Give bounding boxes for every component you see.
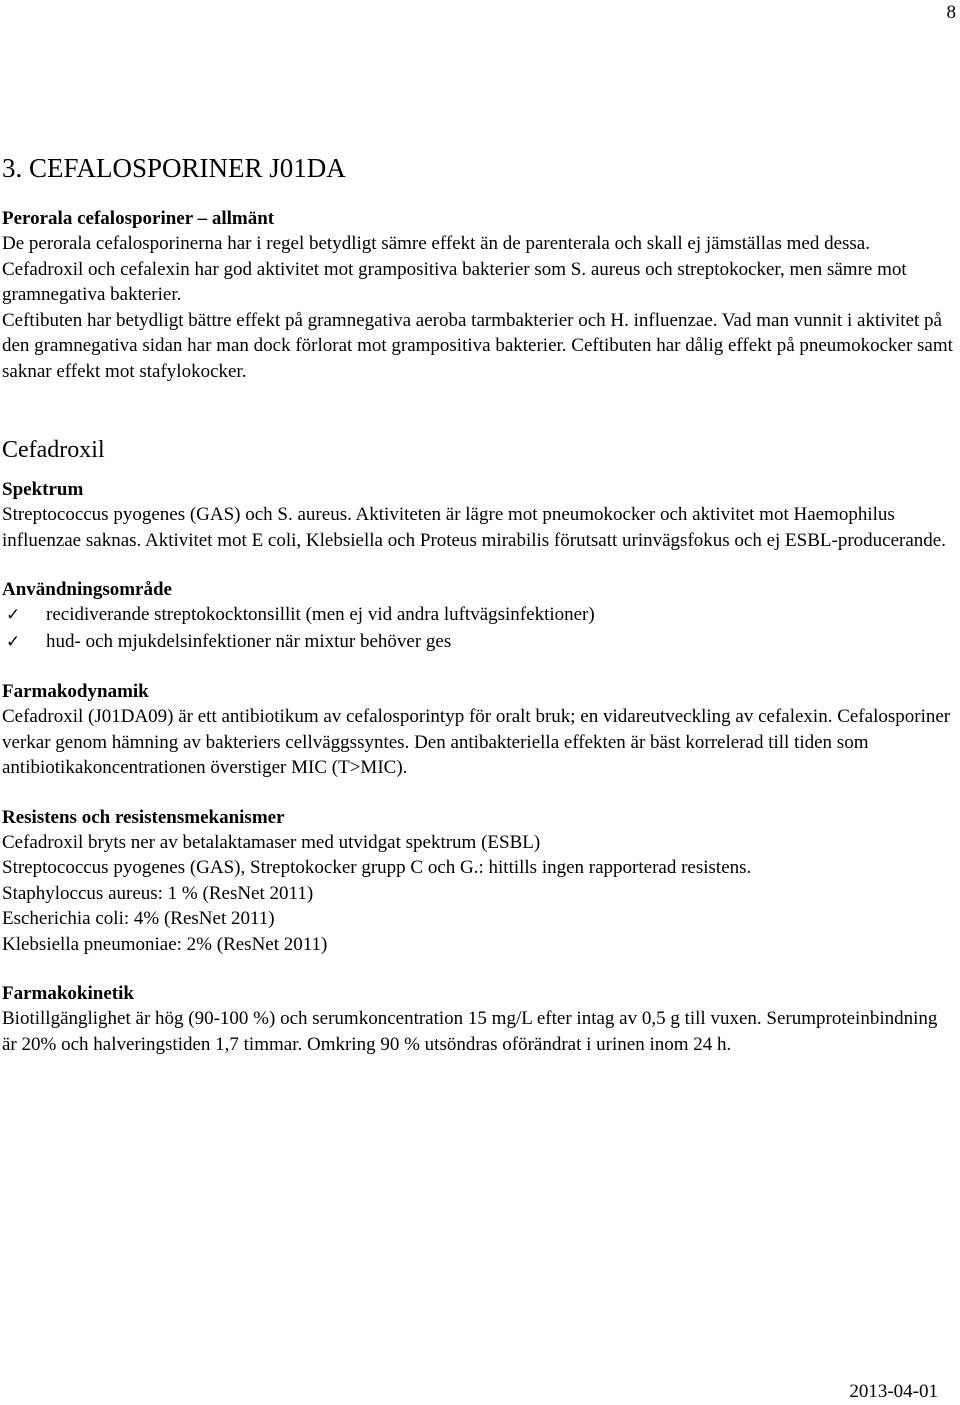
- spektrum-text: Streptococcus pyogenes (GAS) och S. aureus. Aktiviteten är lägre mot pneumokocker och aktivitet mot Haemophilus influenzae saknas. Aktivitet mot E coli, Klebsiella och Proteus mirabilis förutsatt urinvägsfokus och ej ESBL-producerande.: [2, 504, 946, 551]
- resistens-line: Klebsiella pneumoniae: 2% (ResNet 2011): [2, 933, 328, 955]
- document-body: [2, 152, 956, 1057]
- checkmark-icon: ✓: [6, 631, 21, 652]
- farmakodynamik-section: [2, 679, 956, 781]
- usage-list: [2, 602, 956, 655]
- anvandning-heading: Användningsområde: [2, 579, 172, 600]
- farmakokinetik-heading: Farmakokinetik: [2, 983, 134, 1004]
- list-item: [2, 602, 956, 629]
- spektrum-section: [2, 477, 956, 553]
- footer-date: 2013-04-01: [849, 1381, 938, 1402]
- chapter-title: 3. CEFALOSPORINER J01DA: [2, 153, 346, 183]
- intro-section: [2, 206, 956, 384]
- list-item: [2, 629, 956, 656]
- usage-item-label: recidiverande streptokocktonsillit (men ej vid andra luftvägsinfektioner): [46, 604, 595, 625]
- farmakokinetik-section: [2, 981, 956, 1057]
- resistens-heading: Resistens och resistensmekanismer: [2, 806, 285, 828]
- anvandning-section: [2, 577, 956, 655]
- farmakodynamik-text: Cefadroxil (J01DA09) är ett antibiotikum av cefalosporintyp för oralt bruk; en vidareutveckling av cefalexin. Cefalosporiner verkar genom hämning av bakteriers cellväggssyntes. Den antibakteriella effekten är bäst korrelerad till tiden som antibiotikakoncentrationen överstiger MIC (T>MIC).: [2, 706, 951, 778]
- resistens-line: Streptococcus pyogenes (GAS), Streptokocker grupp C och G.: hittills ingen rapporterad resistens.: [2, 857, 752, 878]
- intro-paragraph-3: Ceftibuten har betydligt bättre effekt på gramnegativa aeroba tarmbakterier och H. influenzae. Vad man vunnit i aktivitet på den gramnegativa sidan har man dock förlorat mot grampositiva bakterier. Ceftibuten har dålig effekt på pneumokocker samt saknar effekt mot stafylokocker.: [2, 309, 953, 382]
- intro-paragraph-2: Cefadroxil och cefalexin har god aktivitet mot grampositiva bakterier som S. aureus och streptokocker, men sämre mot gramnegativa bakterier.: [2, 258, 907, 305]
- drug-title: Cefadroxil: [2, 437, 105, 463]
- farmakokinetik-text: Biotillgänglighet är hög (90-100 %) och serumkoncentration 15 mg/L efter intag av 0,5 g till vuxen. Serumproteinbindning är 20% och halveringstiden 1,7 timmar. Omkring 90 % utsöndras oförändrat i urinen inom 24 h.: [2, 1008, 938, 1055]
- usage-item-label: hud- och mjukdelsinfektioner när mixtur behöver ges: [46, 630, 452, 652]
- intro-heading: Perorala cefalosporiner – allmänt: [2, 208, 275, 229]
- resistens-section: [2, 805, 956, 958]
- page-number: 8: [946, 2, 956, 23]
- resistens-line: Escherichia coli: 4% (ResNet 2011): [2, 908, 275, 929]
- farmakodynamik-heading: Farmakodynamik: [2, 681, 149, 702]
- spektrum-heading: Spektrum: [2, 479, 84, 500]
- resistens-line: Staphyloccus aureus: 1 % (ResNet 2011): [2, 882, 314, 904]
- checkmark-icon: ✓: [6, 605, 21, 625]
- resistens-line: Cefadroxil bryts ner av betalaktamaser med utvidgat spektrum (ESBL): [2, 831, 541, 853]
- intro-paragraph-1: De perorala cefalosporinerna har i regel betydligt sämre effekt än de parenterala och skall ej jämställas med dessa.: [2, 233, 870, 254]
